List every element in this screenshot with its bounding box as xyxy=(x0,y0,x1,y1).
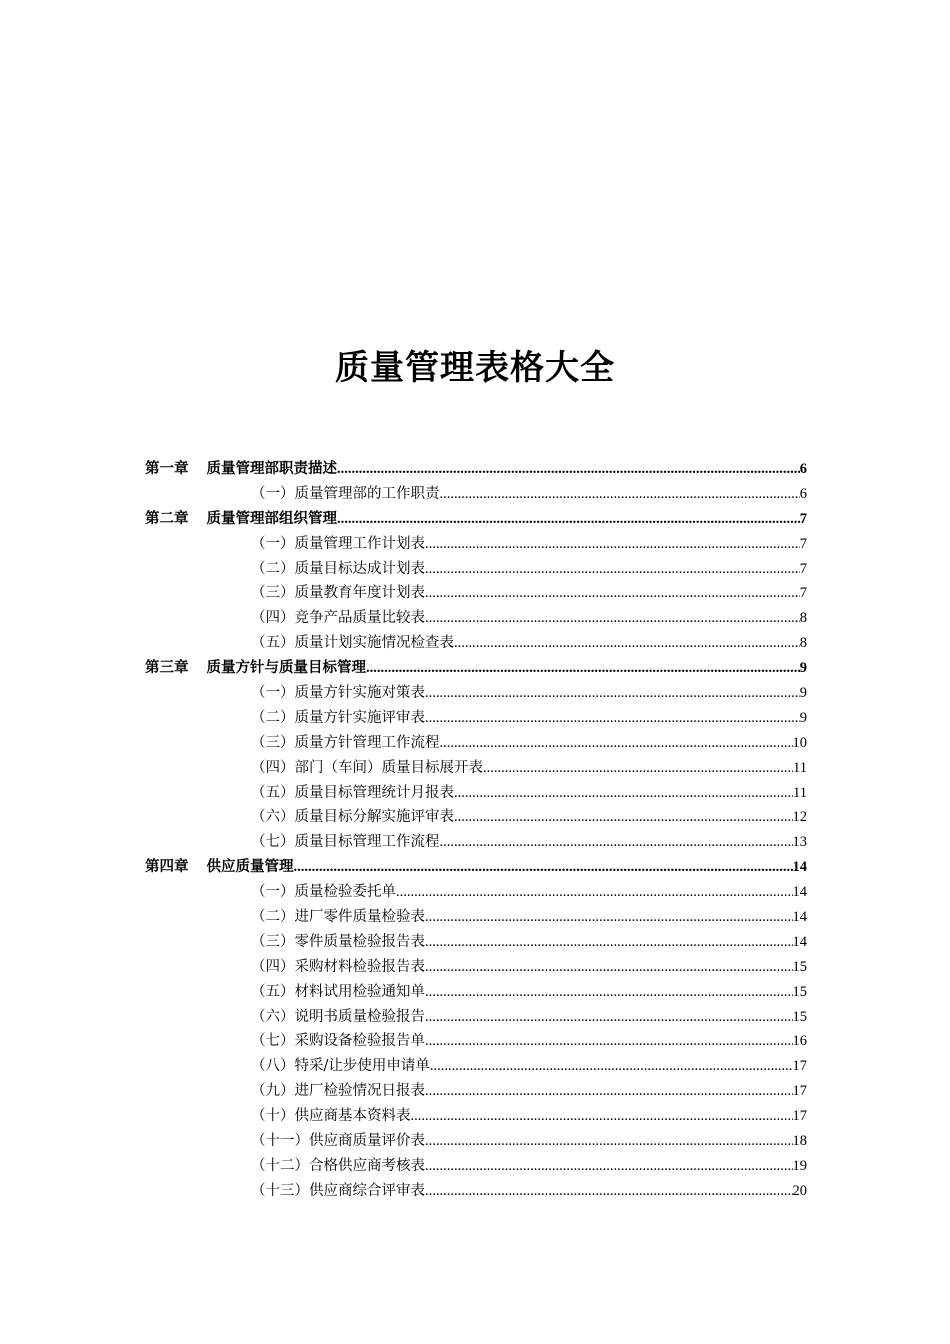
toc-page-number: 7 xyxy=(799,585,807,602)
toc-section-title: （五）质量计划实施情况检查表 xyxy=(251,635,454,652)
toc-section-entry[interactable] xyxy=(145,880,807,905)
table-of-contents xyxy=(145,457,807,1204)
toc-section-title: （十）供应商基本资料表 xyxy=(251,1108,411,1125)
toc-chapter-entry[interactable] xyxy=(145,855,807,880)
toc-page-number: 14 xyxy=(792,859,807,876)
toc-dot-leader xyxy=(425,980,793,1005)
toc-dot-leader xyxy=(430,1054,793,1079)
toc-chapter-number: 第一章 xyxy=(145,460,189,477)
toc-dot-leader xyxy=(454,781,793,806)
toc-section-title: （三）质量方针管理工作流程 xyxy=(251,734,440,751)
toc-dot-leader xyxy=(425,930,793,955)
toc-page-number: 8 xyxy=(799,635,807,652)
toc-section-title: （一）质量管理工作计划表 xyxy=(251,535,425,552)
toc-page-number: 17 xyxy=(792,1058,807,1075)
toc-section-title: （五）质量目标管理统计月报表 xyxy=(251,784,454,801)
toc-section-entry[interactable] xyxy=(145,631,807,656)
toc-section-entry[interactable] xyxy=(145,606,807,631)
toc-dot-leader xyxy=(425,606,800,631)
toc-page-number: 14 xyxy=(792,933,807,950)
toc-section-title: （二）质量方针实施评审表 xyxy=(251,709,425,726)
toc-page-number: 17 xyxy=(792,1083,807,1100)
toc-page-number: 6 xyxy=(799,485,807,502)
toc-chapter-title: 供应质量管理 xyxy=(206,858,294,876)
toc-chapter-number: 第四章 xyxy=(145,858,189,876)
toc-page-number: 7 xyxy=(799,560,807,577)
toc-dot-leader xyxy=(425,955,793,980)
toc-page-number: 14 xyxy=(792,884,807,901)
toc-page-number: 18 xyxy=(792,1133,807,1150)
toc-page-number: 6 xyxy=(799,461,807,477)
toc-section-entry[interactable] xyxy=(145,731,807,756)
toc-section-title: （十一）供应商质量评价表 xyxy=(251,1133,425,1150)
toc-section-entry[interactable] xyxy=(145,980,807,1005)
toc-dot-leader xyxy=(454,805,793,830)
toc-section-title: （四）采购材料检验报告表 xyxy=(251,958,425,975)
toc-section-entry[interactable] xyxy=(145,805,807,830)
toc-chapter-number: 第二章 xyxy=(145,509,189,527)
toc-page-number: 14 xyxy=(792,909,807,926)
toc-section-entry[interactable] xyxy=(145,706,807,731)
toc-page-number: 10 xyxy=(792,734,807,751)
toc-section-title: （六）质量目标分解实施评审表 xyxy=(251,809,454,826)
toc-section-entry[interactable] xyxy=(145,532,807,557)
toc-section-title: （一）质量检验委托单 xyxy=(251,884,396,901)
toc-page-number: 12 xyxy=(792,809,807,826)
toc-section-title: （十三）供应商综合评审表 xyxy=(251,1182,425,1199)
toc-section-title: （一）质量方针实施对策表 xyxy=(251,685,425,702)
toc-chapter-title: 质量方针与质量目标管理 xyxy=(206,659,366,677)
toc-dot-leader xyxy=(396,880,793,905)
toc-page-number: 13 xyxy=(792,834,807,851)
toc-section-title: （八）特采/让步使用申请单 xyxy=(251,1058,430,1075)
toc-section-entry[interactable] xyxy=(145,1104,807,1129)
toc-section-entry[interactable] xyxy=(145,482,807,507)
toc-page-number: 11 xyxy=(793,759,807,776)
toc-section-entry[interactable] xyxy=(145,955,807,980)
toc-page-number: 9 xyxy=(799,660,807,677)
toc-section-entry[interactable] xyxy=(145,1005,807,1030)
toc-page-number: 20 xyxy=(792,1182,807,1199)
toc-chapter-title: 质量管理部组织管理 xyxy=(206,509,337,527)
toc-section-title: （三）零件质量检验报告表 xyxy=(251,933,425,950)
toc-section-title: （十二）合格供应商考核表 xyxy=(251,1157,425,1174)
toc-dot-leader xyxy=(425,905,793,930)
toc-dot-leader xyxy=(454,631,800,656)
toc-section-entry[interactable] xyxy=(145,781,807,806)
toc-dot-leader xyxy=(425,557,800,582)
toc-page-number: 9 xyxy=(799,685,807,702)
toc-chapter-title: 质量管理部职责描述 xyxy=(206,460,337,477)
toc-section-title: （七）质量目标管理工作流程 xyxy=(251,834,440,851)
toc-section-entry[interactable] xyxy=(145,1029,807,1054)
toc-chapter-entry[interactable] xyxy=(145,507,807,532)
toc-section-entry[interactable] xyxy=(145,930,807,955)
toc-dot-leader xyxy=(425,1179,793,1204)
toc-section-entry[interactable] xyxy=(145,1079,807,1104)
toc-section-entry[interactable] xyxy=(145,581,807,606)
toc-section-title: （九）进厂检验情况日报表 xyxy=(251,1083,425,1100)
toc-page-number: 7 xyxy=(799,510,807,527)
toc-page-number: 15 xyxy=(792,1008,807,1025)
toc-dot-leader xyxy=(425,1005,793,1030)
toc-page-number: 15 xyxy=(792,983,807,1000)
toc-chapter-number: 第三章 xyxy=(145,659,189,677)
toc-section-entry[interactable] xyxy=(145,1129,807,1154)
toc-section-entry[interactable] xyxy=(145,830,807,855)
toc-section-entry[interactable] xyxy=(145,756,807,781)
toc-chapter-entry[interactable] xyxy=(145,457,807,482)
toc-section-entry[interactable] xyxy=(145,557,807,582)
toc-section-title: （四）部门（车间）质量目标展开表 xyxy=(251,759,483,776)
toc-page-number: 7 xyxy=(799,535,807,552)
toc-section-entry[interactable] xyxy=(145,905,807,930)
toc-dot-leader xyxy=(440,830,793,855)
toc-section-title: （六）说明书质量检验报告 xyxy=(251,1008,425,1025)
toc-dot-leader xyxy=(425,1029,793,1054)
toc-page-number: 8 xyxy=(799,610,807,627)
toc-page-number: 17 xyxy=(792,1108,807,1125)
toc-section-entry[interactable] xyxy=(145,681,807,706)
toc-dot-leader xyxy=(425,1079,793,1104)
toc-page-number: 15 xyxy=(792,958,807,975)
toc-section-title: （五）材料试用检验通知单 xyxy=(251,983,425,1000)
toc-chapter-entry[interactable] xyxy=(145,656,807,681)
toc-dot-leader xyxy=(425,681,800,706)
toc-dot-leader xyxy=(294,855,793,880)
toc-section-title: （四）竞争产品质量比较表 xyxy=(251,610,425,627)
toc-dot-leader xyxy=(425,1154,793,1179)
toc-section-entry[interactable] xyxy=(145,1154,807,1179)
toc-section-title: （二）质量目标达成计划表 xyxy=(251,560,425,577)
toc-dot-leader xyxy=(440,731,793,756)
toc-dot-leader xyxy=(337,457,800,482)
toc-page-number: 9 xyxy=(799,709,807,726)
document-title: 质量管理表格大全 xyxy=(335,348,615,388)
toc-page-number: 11 xyxy=(793,784,807,801)
toc-page-number: 16 xyxy=(792,1033,807,1050)
toc-section-title: （二）进厂零件质量检验表 xyxy=(251,909,425,926)
toc-section-entry[interactable] xyxy=(145,1179,807,1204)
toc-dot-leader xyxy=(366,656,800,681)
toc-page-number: 19 xyxy=(792,1157,807,1174)
toc-dot-leader xyxy=(425,532,800,557)
toc-section-title: （七）采购设备检验报告单 xyxy=(251,1033,425,1050)
toc-dot-leader xyxy=(440,482,800,507)
toc-dot-leader xyxy=(337,507,800,532)
toc-section-entry[interactable] xyxy=(145,1054,807,1079)
toc-section-title: （一）质量管理部的工作职责 xyxy=(251,485,440,502)
toc-dot-leader xyxy=(411,1104,793,1129)
toc-dot-leader xyxy=(425,1129,793,1154)
toc-dot-leader xyxy=(425,706,800,731)
toc-section-title: （三）质量教育年度计划表 xyxy=(251,585,425,602)
toc-dot-leader xyxy=(483,756,793,781)
toc-dot-leader xyxy=(425,581,800,606)
